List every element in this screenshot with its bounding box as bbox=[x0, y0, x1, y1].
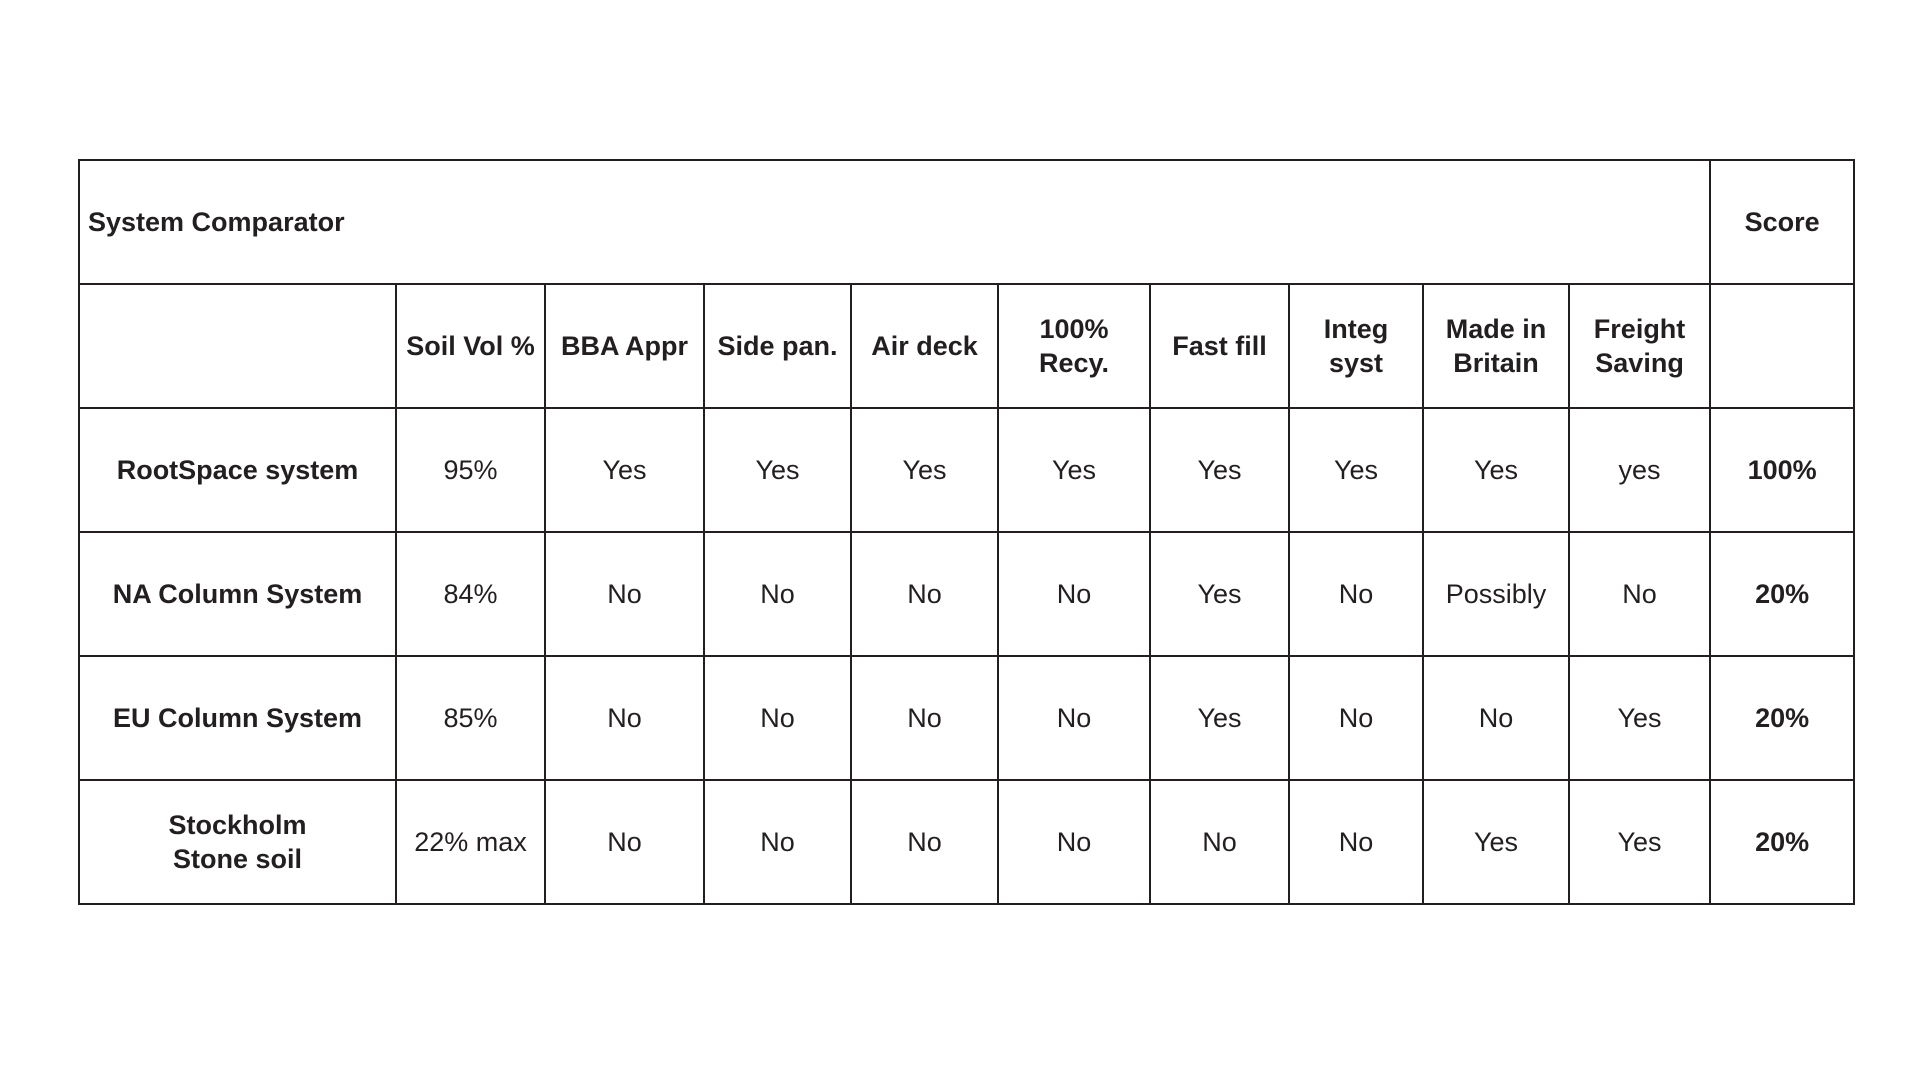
table-cell: 85% bbox=[396, 656, 545, 780]
table-cell: 84% bbox=[396, 532, 545, 656]
table-cell: Yes bbox=[1150, 532, 1289, 656]
table-cell: yes bbox=[1569, 408, 1710, 532]
table-cell: No bbox=[704, 656, 851, 780]
table-row bbox=[79, 780, 1854, 904]
score-cell: 100% bbox=[1710, 408, 1854, 532]
table-cell: Yes bbox=[704, 408, 851, 532]
column-header-made-in-britain: Made in Britain bbox=[1423, 284, 1569, 408]
score-cell: 20% bbox=[1710, 780, 1854, 904]
table-cell: Yes bbox=[1423, 780, 1569, 904]
column-header-row bbox=[79, 284, 1854, 408]
table-cell: Yes bbox=[1150, 656, 1289, 780]
table-cell: Yes bbox=[1569, 656, 1710, 780]
column-header-fast-fill: Fast fill bbox=[1150, 284, 1289, 408]
column-header-air-deck: Air deck bbox=[851, 284, 998, 408]
table-cell: No bbox=[545, 532, 704, 656]
table-cell: No bbox=[704, 780, 851, 904]
table-cell: Possibly bbox=[1423, 532, 1569, 656]
column-header-bba-appr: BBA Appr bbox=[545, 284, 704, 408]
table-cell: No bbox=[998, 780, 1150, 904]
table-cell: Yes bbox=[851, 408, 998, 532]
score-cell: 20% bbox=[1710, 656, 1854, 780]
row-name: NA Column System bbox=[79, 532, 396, 656]
score-header: Score bbox=[1710, 160, 1854, 284]
column-header-freight-saving: Freight Saving bbox=[1569, 284, 1710, 408]
table-cell: Yes bbox=[1150, 408, 1289, 532]
table-cell: No bbox=[1289, 780, 1423, 904]
table-cell: Yes bbox=[1423, 408, 1569, 532]
table-cell: Yes bbox=[1569, 780, 1710, 904]
column-header-soil-vol: Soil Vol % bbox=[396, 284, 545, 408]
table-cell: No bbox=[851, 780, 998, 904]
table-cell: No bbox=[704, 532, 851, 656]
column-header-integ-syst: Integ syst bbox=[1289, 284, 1423, 408]
row-name: Stockholm Stone soil bbox=[79, 780, 396, 904]
table-row bbox=[79, 656, 1854, 780]
table-cell: No bbox=[1289, 532, 1423, 656]
score-header-blank bbox=[1710, 284, 1854, 408]
title-row bbox=[79, 160, 1854, 284]
system-comparator-table bbox=[78, 159, 1855, 905]
table-cell: Yes bbox=[1289, 408, 1423, 532]
table-cell: 95% bbox=[396, 408, 545, 532]
table-row bbox=[79, 532, 1854, 656]
table-cell: 22% max bbox=[396, 780, 545, 904]
table-cell: Yes bbox=[545, 408, 704, 532]
table-cell: Yes bbox=[998, 408, 1150, 532]
column-header-side-pan: Side pan. bbox=[704, 284, 851, 408]
table-row bbox=[79, 408, 1854, 532]
table-cell: No bbox=[1150, 780, 1289, 904]
column-header-recycled: 100% Recy. bbox=[998, 284, 1150, 408]
table-cell: No bbox=[998, 532, 1150, 656]
table-cell: No bbox=[545, 780, 704, 904]
score-cell: 20% bbox=[1710, 532, 1854, 656]
table-cell: No bbox=[1423, 656, 1569, 780]
table-cell: No bbox=[851, 532, 998, 656]
table-cell: No bbox=[1569, 532, 1710, 656]
table-cell: No bbox=[851, 656, 998, 780]
row-name: EU Column System bbox=[79, 656, 396, 780]
table-cell: No bbox=[998, 656, 1150, 780]
corner-cell bbox=[79, 284, 396, 408]
table-cell: No bbox=[1289, 656, 1423, 780]
row-name: RootSpace system bbox=[79, 408, 396, 532]
table-cell: No bbox=[545, 656, 704, 780]
table-title: System Comparator bbox=[79, 160, 1710, 284]
